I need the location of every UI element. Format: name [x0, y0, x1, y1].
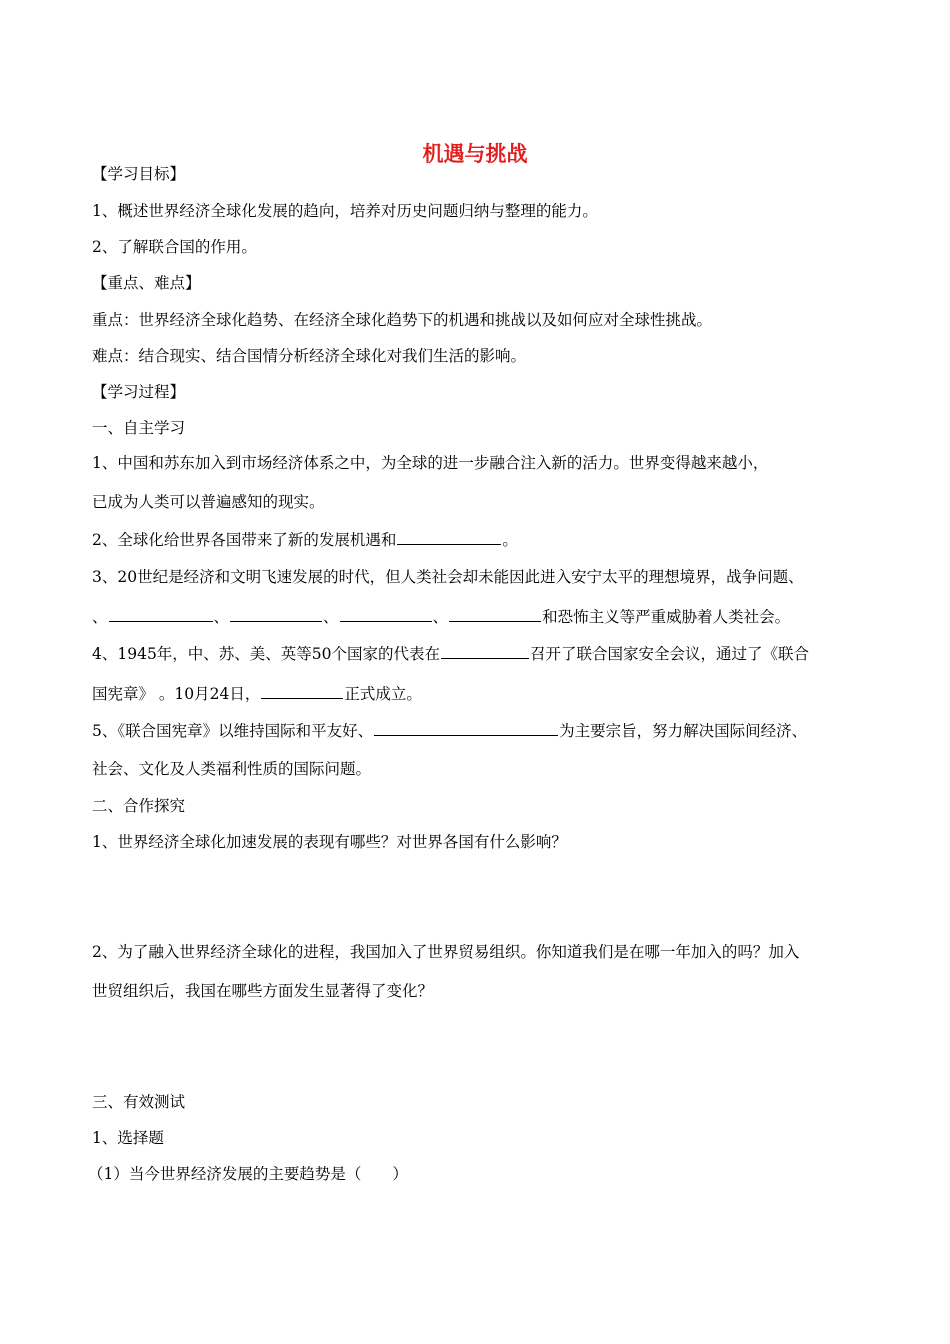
- part3-subheading: 1、选择题: [92, 1129, 164, 1147]
- q4-text-d: 正式成立。: [344, 685, 422, 703]
- blank-q4-2[interactable]: [261, 683, 343, 699]
- blank-q3-1[interactable]: [109, 606, 213, 622]
- blank-q3-4[interactable]: [449, 606, 541, 622]
- blank-q4-1[interactable]: [441, 643, 529, 659]
- blank-q2[interactable]: [397, 529, 501, 545]
- q3-line1: 3、20世纪是经济和文明飞速发展的时代，但人类社会却未能因此进入安宁太平的理想境界，战争问题、: [92, 568, 804, 586]
- part2-q2-line2: 世贸组织后，我国在哪些方面发生显著得了变化？: [92, 982, 434, 1000]
- blank-q3-2[interactable]: [230, 606, 322, 622]
- q4-line1: [92, 643, 809, 664]
- part2-q1: 1、世界经济全球化加速发展的表现有哪些？对世界各国有什么影响？: [92, 833, 567, 851]
- blank-q5[interactable]: [374, 720, 558, 736]
- q2-line: [92, 529, 518, 550]
- q5-line1: [92, 720, 807, 741]
- section-objectives-heading: 【学习目标】: [92, 165, 186, 183]
- q1-line1: 1、中国和苏东加入到市场经济体系之中，为全球的进一步融合注入新的活力。世界变得越来越小，: [92, 454, 769, 472]
- q4-text-c: 国宪章》 。10月24日，: [92, 685, 261, 703]
- part2-heading: 二、合作探究: [92, 797, 186, 815]
- q5-text-a: 5、《联合国宪章》以维持国际和平友好、: [92, 722, 374, 740]
- key-point: 重点：世界经济全球化趋势、在经济全球化趋势下的机遇和挑战以及如何应对全球性挑战。: [92, 311, 713, 329]
- q3-sep: 、: [213, 608, 230, 626]
- part2-q2-line1: 2、为了融入世界经济全球化的进程，我国加入了世界贸易组织。你知道我们是在哪一年加入的吗？加入: [92, 943, 800, 961]
- page-title: 机遇与挑战: [422, 142, 528, 166]
- objective-2: 2、了解联合国的作用。: [92, 238, 257, 256]
- section-key-heading: 【重点、难点】: [92, 274, 201, 292]
- q5-line2: 社会、文化及人类福利性质的国际问题。: [92, 760, 372, 778]
- objective-1: 1、概述世界经济全球化发展的趋向，培养对历史问题归纳与整理的能力。: [92, 202, 598, 220]
- part3-q1: （1）当今世界经济发展的主要趋势是（ ）: [88, 1165, 408, 1183]
- q3-line2: [92, 606, 790, 627]
- q5-text-b: 为主要宗旨，努力解决国际间经济、: [559, 722, 808, 740]
- q3-sep: 、: [432, 608, 449, 626]
- q1-line2: 已成为人类可以普遍感知的现实。: [92, 493, 325, 511]
- difficult-point: 难点：结合现实、结合国情分析经济全球化对我们生活的影响。: [92, 347, 527, 365]
- blank-q3-3[interactable]: [340, 606, 432, 622]
- q3-end: 和恐怖主义等严重威胁着人类社会。: [542, 608, 791, 626]
- q4-line2: [92, 683, 422, 704]
- q4-text-b: 召开了联合国家安全会议，通过了《联合: [530, 645, 810, 663]
- part3-heading: 三、有效测试: [92, 1093, 186, 1111]
- q3-sep: 、: [92, 608, 108, 626]
- q2-text: 2、全球化给世界各国带来了新的发展机遇和: [92, 531, 397, 549]
- q4-text-a: 4、1945年，中、苏、美、英等50个国家的代表在: [92, 645, 441, 663]
- q3-sep: 、: [323, 608, 339, 626]
- q2-end: 。: [502, 531, 518, 549]
- section-process-heading: 【学习过程】: [92, 383, 186, 401]
- part1-heading: 一、自主学习: [92, 419, 186, 437]
